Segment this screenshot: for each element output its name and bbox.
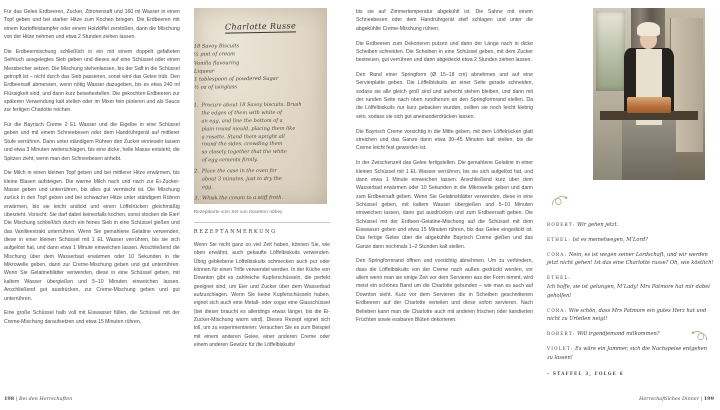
column-body-text-1 bbox=[4, 8, 180, 356]
speech-text: Will irgendjemand mitkommen? bbox=[576, 331, 660, 338]
dialogue-line bbox=[547, 221, 714, 230]
folio-separator: | bbox=[700, 396, 703, 402]
step-text: Place the case in the oven for about 3 minutes, just to dry the egg. bbox=[201, 168, 282, 191]
paragraph: Den Rand einer Springform (Ø 15–18 cm) abnehmen und auf eine Servierplatte geben. Die Löffelbiskuits an einer Seite gerade schneiden, sodass sie alle gleich groß sind und aufrecht stehen bleiben, und dann mit der runden Seite nach oben rundherum an den Springformrand stellen. Da die Löffelbiskuits nur kurz gebacken wurden, sollten sie noch leicht klebrig sein, sodass sie sich gut aneinanderdrücken lassen. bbox=[356, 72, 533, 120]
right-page-columns bbox=[356, 8, 714, 378]
folio-left bbox=[4, 396, 72, 402]
step-number: 1. bbox=[193, 102, 199, 109]
paragraph: Die Milch in einen kleinen Topf geben und bei mittlerer Hitze erwärmen, bis kleine Blasen aufsteigen. Die warme Milch nach und nach zur Ei-Zucker-Masse geben und unterrühren, bis alles gut vermischt ist. Die Mischung zurück in den Topf geben und bei schwacher Hitze unter ständigem Rühren erwärmen, bis sie leicht andickt und einen Löffelrücken gleichmäßig überzieht. Vorsicht: Sie darf dabei keinesfalls kochen, sonst stocken die Eier! Die Mischung schließlich durch ein feines Sieb in eine Schüssel gießen und das Vanilleextrakt unterrühren. Wenn Sie gemahlene Gelatine verwenden, diese in einer kleinen Schüssel mit 1 EL Wasser verrühren, bis sie sich aufgelöst hat, und dann etwa 1 Minute einweichen lassen. Anschließend die Mischung über dem Wasserbad erwärmen oder 10 Sekunden in die Mikrowelle geben, dann zur Creme-Mischung geben und gut unterrühren. Wenn Sie Gelatineblätter verwenden, diese in eine Schüssel geben, mit kaltem Wasser übergießen und 5–10 Minuten einweichen lassen. Anschließend gut ausdrücken, zur Creme-Mischung geben und gut unterrühren. bbox=[4, 170, 180, 302]
left-page bbox=[0, 0, 340, 410]
speaker-name: ETHEL: bbox=[546, 236, 572, 242]
folio-section-title: Bei den Herrschaften bbox=[19, 396, 73, 402]
speaker-name: CORA: bbox=[546, 307, 568, 313]
speaker-name: ETHEL: bbox=[546, 275, 572, 280]
photo-charlotte-dessert bbox=[627, 97, 672, 112]
ingredient-line: ½ pint of cream bbox=[193, 51, 235, 58]
speech-text: Es wäre ein Jammer, sich die Nachspeise entgehen zu lassen! bbox=[546, 345, 708, 361]
page-number: 198 bbox=[4, 396, 15, 402]
left-page-columns bbox=[4, 8, 330, 356]
ingredient-line: ½ oz of isinglass bbox=[193, 84, 237, 91]
recipe-card-ingredients bbox=[194, 41, 327, 92]
paragraph: Die Erdbeeren zum Dekorieren putzen und dann der Länge nach in dicke Scheiben schneiden. Die Scheiben in eine Schüssel geben, mit dem Zucker bestreuen, gut verrühren und dann abgedeckt etwa 2 Stunden ziehen lassen. bbox=[356, 40, 533, 64]
handwritten-recipe-card-photo bbox=[194, 8, 327, 204]
speaker-name: ROBERT: bbox=[546, 331, 576, 337]
caption-prefix: Rezeptkarte vom Set von bbox=[193, 209, 250, 214]
speaker-name: VIOLET: bbox=[546, 345, 574, 351]
floral-ornament-icon bbox=[549, 193, 571, 209]
speaker-name: CORA: bbox=[546, 251, 568, 257]
column-sidebar-4 bbox=[547, 8, 714, 378]
caption-show-title: Downton Abbey bbox=[249, 209, 283, 214]
script-dialogue bbox=[547, 221, 714, 378]
recipe-note-body bbox=[194, 241, 330, 349]
ingredient-line: Liqueur bbox=[193, 68, 215, 75]
episode-source: – STAFFEL 3, FOLGE 6 bbox=[546, 371, 624, 377]
page-number: 199 bbox=[703, 396, 714, 402]
recipe-card-title: Charlotte Russe bbox=[224, 21, 296, 32]
recipe-step bbox=[194, 194, 327, 203]
photo-caption bbox=[194, 209, 330, 214]
step-number: 3. bbox=[194, 195, 199, 202]
divider bbox=[194, 222, 330, 223]
recipe-note-heading: REZEPTANMERKUNG bbox=[193, 229, 277, 235]
step-text: Procure about 18 Savoy biscuits. Brush the edges of them with white of an egg, and line the bottom of a plain round mould, placing them like a rosette. Stand them upright all round the sides, crowding them so closely together that the white of egg cements firmly. bbox=[201, 101, 302, 164]
ingredient-line: 18 Savoy Biscuits bbox=[193, 43, 240, 50]
dialogue-line bbox=[547, 274, 714, 301]
photo-maid-cap bbox=[637, 22, 661, 36]
floral-ornament-icon bbox=[688, 328, 710, 344]
paragraph: Für das Gelee Erdbeeren, Zucker, Zitronensaft und 160 ml Wasser in einen Topf geben und bei starker Hitze zum Kochen bringen. Die Erdbeeren mit einem Kartoffelstampfer oder einem Holzlöffel zerstoßen, dann die Mischung von der Hitze nehmen und etwa 2 Stunden ziehen lassen. bbox=[4, 9, 180, 41]
recipe-step bbox=[194, 168, 327, 193]
step-text: Whisk the cream to a stiff froth. bbox=[201, 194, 283, 202]
dialogue-line bbox=[547, 307, 714, 325]
ingredient-line: 1 tablespoon of powdered Sugar bbox=[193, 75, 279, 83]
ethel-serving-charlotte-photo bbox=[593, 8, 705, 180]
folio-separator: | bbox=[15, 396, 18, 402]
ingredient-line: Vanilla flavouring bbox=[193, 59, 240, 67]
speaker-name: ROBERT: bbox=[546, 222, 576, 227]
dialogue-line bbox=[547, 251, 714, 269]
recipe-step bbox=[194, 102, 327, 166]
paragraph: Für die Bayrisch Creme 2 EL Wasser und die Eigelbe in eine Schüssel geben und mit einem Schneebesen oder dem Handrührgerät auf mittlerer Stufe verrühren. Dann unter ständigem Rühren den Zucker einrieseln lassen und etwa 3 Minuten weiterschlagen, bis eine dicke, helle Masse entsteht, die Spitzen zieht, wenn man den Schneebesen anhebt. bbox=[4, 122, 180, 162]
paragraph: bis sie auf Zimmertemperatur abgekühlt ist. Die Sahne mit einem Schneebesen oder dem Handrührgerät steif schlagen und unter die abgekühlte Creme-Mischung rühren. bbox=[356, 9, 533, 32]
dialogue-line bbox=[547, 236, 714, 245]
column-body-text-3 bbox=[356, 8, 533, 378]
speech-text: Ich hoffe, sie ist gelungen, M’Lady! Mrs Patmore hat mir dabei geholfen! bbox=[546, 284, 710, 299]
paragraph: Eine große Schüssel halb voll mit Eiswasser füllen, die Schüssel mit der Creme-Mischung daraufsetzen und etwa 15 Minuten rühren, bbox=[4, 310, 180, 325]
paragraph: Die Erdbeermischung schließlich in ein mit einem doppelt gefalteten Seihtuch ausgelegtes Sieb geben und dieses auf eine Schüssel oder einen Messbecher setzen. Die Mischung stehenlassen, bis der Saft in die Schüssel getropft ist – nicht durch das Sieb passieren, sonst wird das Gelee trüb. Den Erdbeersaft abmessen, wenn nötig Wasser dazugeben, bis es etwa 240 ml Flüssigkeit sind, und dann kurz beiseitestellen. Die gekochten Erdbeeren zur späteren Verwendung kalt stellen oder im Mixer fein pürieren und als Sauce zur fertigen Charlotte reichen. bbox=[4, 48, 180, 114]
photo-window bbox=[596, 11, 625, 90]
paragraph: In der Zwischenzeit das Gelee fertigstellen. Die gemahlene Gelatine in einer kleinen Schüssel mit 1 EL Wasser verrühren, bis sie sich aufgelöst hat, und dann etwa 1 Minute einweichen lassen. Anschließend kurz über dem Wasserbad erwärmen oder 10 Sekunden in die Mikrowelle geben und dann zum Erdbeersaft geben. Wenn Sie Gelatineblätter verwenden, diese in eine Schüssel geben, mit kaltem Wasser übergießen und 5–10 Minuten einweichen lassen, dann gut ausdrücken und zum Erdbeersaft geben. Die Schüssel mit der Erdbeer-Gelatine-Mischung auf die Schüssel mit dem Eiswasser geben und etwa 15 Minuten rühren, bis das Gelee eingedickt ist. Das fertige Gelee über die abgekühlte Bayrisch Creme gießen und das Ganze dann nochmals 1–2 Stunden kalt stellen. bbox=[356, 160, 533, 250]
folio-section-title: Herrschaftliches Dinner bbox=[639, 396, 699, 402]
column-sidebar-2 bbox=[194, 8, 330, 356]
speech-text: Ist es meinetwegen, M’Lord? bbox=[572, 236, 648, 243]
paragraph: Die Bayrisch Creme vorsichtig in die Mitte geben, mit dem Löffelrücken glatt streichen und das Ganze dann etwa 30–45 Minuten kalt stellen, bis die Creme leicht fest geworden ist. bbox=[356, 128, 533, 152]
recipe-card-steps bbox=[194, 102, 327, 204]
speech-text: Nein, es ist wegen seiner Lordschaft, und wir werden jetzt nicht gehen! Ist das eine Charlotte russe? Oh, wie köstlich! bbox=[546, 251, 714, 267]
paragraph: Den Springformrand öffnen und vorsichtig abnehmen. Um zu verhindern, dass die Löffelbiskuits von der Creme nach außen gedrückt werden, vor allem wenn man sie einige Zeit vor dem Servieren aus der Form nimmt, wird meist ein schönes Band um die Charlotte gebunden – wie man es auch auf Downton sieht. Kurz vor dem Servieren die in Scheiben geschnittenen Erdbeeren auf der Charlotte verteilen und diese sofort servieren. Nach Belieben kann man die Charlotte auch mit anderen frischen oder kandierten Früchten sowie essbaren Blüten dekorieren. bbox=[356, 258, 533, 323]
speech-text: Wie schön, dass Mrs Patmore ein gutes Herz hat und nicht zu Urteilen neigt! bbox=[546, 307, 707, 323]
paragraph: Wenn Sie nicht ganz so viel Zeit haben, können Sie, wie oben erwähnt, auch gekaufte Löffelbiskuits verwenden. Übrig gebliebene Löffelbiskuits schmecken auch pur oder können für einen Trifle verwendet werden. In der Küche von Downton gibt es zahlreiche Kupferschüsseln, die perfekt geeignet sind, um Eier und Zucker über dem Wasserbad aufzuschlagen. Wenn Sie keine Kupferschüsseln haben, eignet sich auch eine Metall- oder sogar eine Glasschüssel (bei dieser braucht es allerdings etwas länger, bis die Ei-Zucker-Mischung warm wird). Dieses Rezept eignet sich toll, um zu experimentieren: Versuchen Sie es zum Beispiel mit einem anderen Gelee, einer anderen Creme oder einem anderen Gewürz für die Löffelbiskuits! bbox=[193, 242, 330, 349]
dialogue-line bbox=[547, 345, 714, 363]
speech-text: Wir gehen jetzt. bbox=[576, 222, 619, 228]
step-number: 2. bbox=[193, 168, 199, 175]
folio-right bbox=[639, 396, 714, 402]
right-page bbox=[340, 0, 720, 410]
